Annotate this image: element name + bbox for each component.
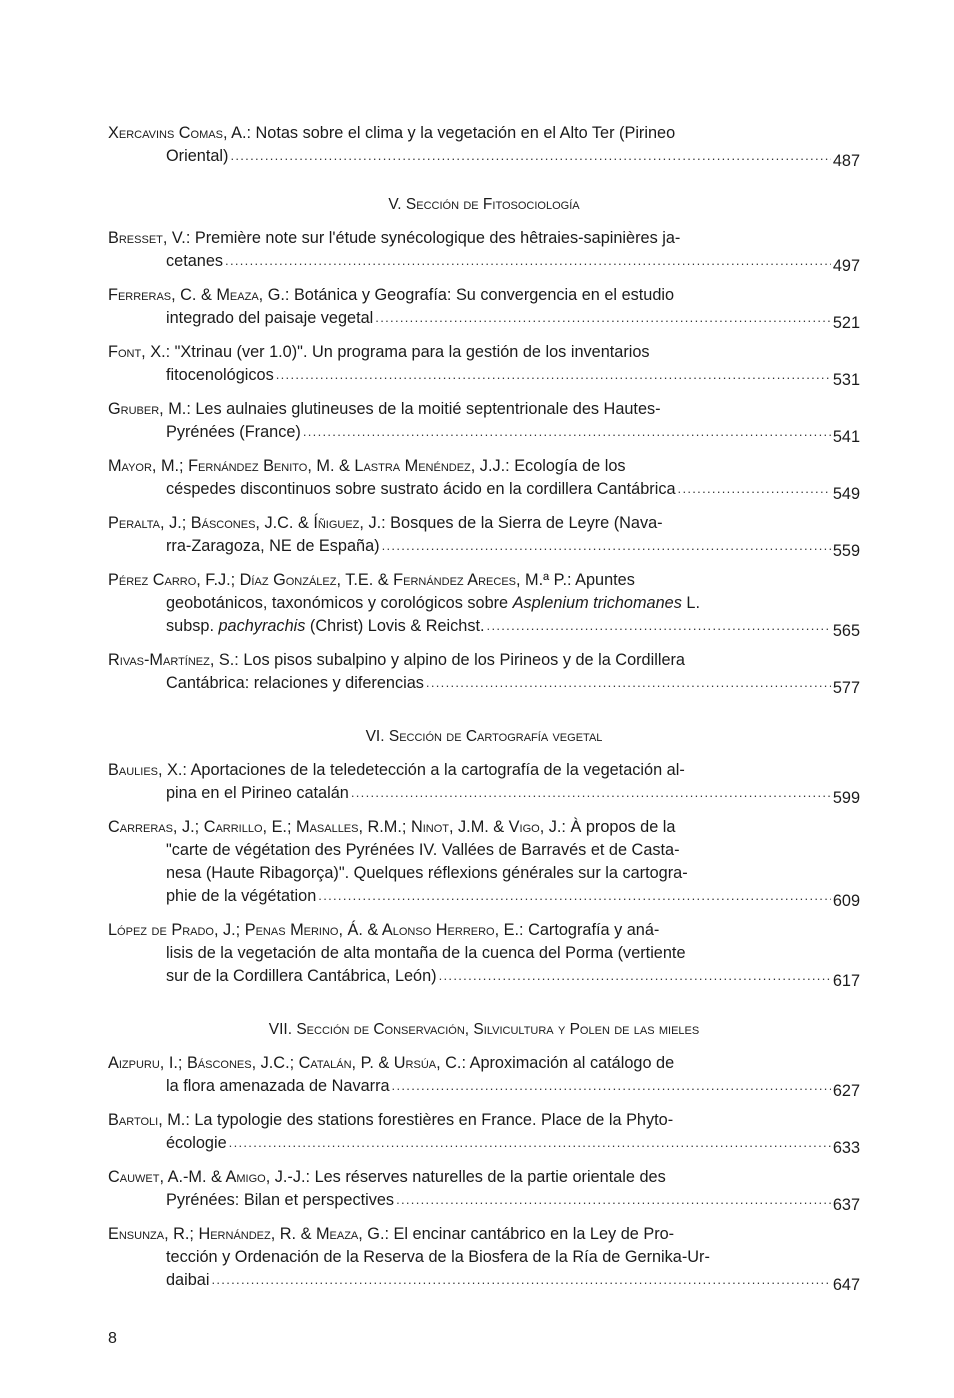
entry-title: : Ecología de los (505, 457, 626, 475)
toc-entry (108, 816, 860, 908)
toc-entry (108, 919, 860, 988)
entry-page-number: 617 (832, 972, 860, 990)
toc-entry (108, 455, 860, 501)
entry-title-italic: Asplenium trichomanes (512, 594, 682, 612)
toc-entry (108, 341, 860, 387)
entry-title-end: (Christ) Lovis & Reichst. (305, 617, 485, 635)
entry-title-end: Oriental) (166, 147, 229, 165)
leader-dots (229, 1131, 831, 1154)
entry-author: Aizpuru, I.; Báscones, J.C.; Catalán, P. & Ursúa, C. (108, 1054, 462, 1072)
entry-title: : "Xtrinau (ver 1.0)". Un programa para la gestión de los inventarios (165, 343, 650, 361)
entry-title-end: Cantábrica: relaciones y diferencias (166, 674, 424, 692)
entry-author: Gruber, M. (108, 400, 187, 418)
entry-title: : Notas sobre el clima y la vegetación en el Alto Ter (Pirineo (246, 124, 676, 142)
leader-dots (396, 1188, 831, 1211)
entry-title: : Première note sur l'étude synécologique des hêtraies-sapinières ja- (185, 229, 681, 247)
entry-title-end: cetanes (166, 252, 224, 270)
entry-title: : Apuntes (566, 571, 635, 589)
entry-title-end: fitocenológicos (166, 366, 274, 384)
entry-page-number: 531 (832, 371, 860, 389)
entry-title: : Bosques de la Sierra de Leyre (Nava- (381, 514, 663, 532)
table-of-contents (108, 122, 860, 1303)
section-heading: VII. Sección de Conservación, Silvicultura y Polen de las mieles (268, 1021, 700, 1038)
entry-title-mid-end: L. (681, 594, 700, 612)
entry-page-number: 599 (832, 789, 860, 807)
entry-title: : Les aulnaies glutineuses de la moitié septentrionale des Hautes- (186, 400, 661, 418)
leader-dots (211, 1268, 830, 1291)
page-number: 8 (108, 1330, 117, 1347)
leader-dots (392, 1074, 831, 1097)
leader-dots (318, 884, 831, 907)
toc-entry (108, 1052, 860, 1098)
leader-dots (439, 964, 831, 987)
toc-entry (108, 122, 860, 168)
entry-title-mid: "carte de végétation des Pyrénées IV. Vallées de Barravés et de Casta- (166, 841, 680, 859)
entry-page-number: 647 (832, 1276, 860, 1294)
leader-dots (487, 614, 831, 637)
entry-page-number: 633 (832, 1139, 860, 1157)
entry-title-italic: pachyrachis (218, 617, 306, 635)
entry-title: : El encinar cantábrico en la Ley de Pro- (384, 1225, 675, 1243)
entry-title-end: pina en el Pirineo catalán (166, 784, 349, 802)
entry-page-number: 541 (832, 428, 860, 446)
entry-title: : Aportaciones de la teledetección a la cartografía de la vegetación al- (182, 761, 685, 779)
entry-page-number: 627 (832, 1082, 860, 1100)
entry-page-number: 637 (832, 1196, 860, 1214)
entry-author: Pérez Carro, F.J.; Díaz González, T.E. & Fernández Areces, M.ª P. (108, 571, 567, 589)
section-heading: V. Sección de Fitosociología (388, 196, 580, 213)
entry-title-mid: lisis de la vegetación de alta montaña de la cuenca del Porma (vertiente (166, 944, 686, 962)
leader-dots (678, 477, 831, 500)
leader-dots (351, 781, 831, 804)
toc-entry (108, 398, 860, 444)
entry-author: Carreras, J.; Carrillo, E.; Masalles, R.M.; Ninot, J.M. & Vigo, J. (108, 818, 562, 836)
toc-entry (108, 759, 860, 805)
entry-title-mid: nesa (Haute Ribagorça)". Quelques réflexions générales sur la cartogra- (166, 864, 688, 882)
entry-author: Peralta, J.; Báscones, J.C. & Íñiguez, J. (108, 514, 382, 532)
entry-author: Xercavins Comas, A. (108, 124, 247, 142)
entry-title: : Cartografía y aná- (519, 921, 660, 939)
leader-dots (225, 249, 831, 272)
toc-entry (108, 1223, 860, 1292)
entry-title-end: Pyrénées: Bilan et perspectives (166, 1191, 395, 1209)
entry-title: : Aproximación al catálogo de (461, 1054, 675, 1072)
entry-author: Mayor, M.; Fernández Benito, M. & Lastra Menéndez, J.J. (108, 457, 506, 475)
entry-title-end: céspedes discontinuos sobre sustrato ácido en la cordillera Cantábrica (166, 480, 676, 498)
entry-title-end: daibai (166, 1271, 210, 1289)
entry-page-number: 497 (832, 257, 860, 275)
leader-dots (276, 363, 831, 386)
entry-author: Bresset, V. (108, 229, 186, 247)
entry-title: : À propos de la (561, 818, 676, 836)
leader-dots (382, 534, 831, 557)
toc-entry (108, 1166, 860, 1212)
toc-entry (108, 649, 860, 695)
entry-page-number: 521 (832, 314, 860, 332)
leader-dots (375, 306, 831, 329)
entry-title-end: phie de la végétation (166, 887, 317, 905)
entry-title: : Botánica y Geografía: Su convergencia en el estudio (284, 286, 675, 304)
toc-entry (108, 569, 860, 638)
entry-page-number: 549 (832, 485, 860, 503)
entry-title-mid: geobotánicos, taxonómicos y corológicos sobre (166, 594, 513, 612)
entry-title-end: subsp. (166, 617, 219, 635)
entry-author: López de Prado, J.; Penas Merino, Á. & Alonso Herrero, E. (108, 921, 520, 939)
entry-title-end: la flora amenazada de Navarra (166, 1077, 390, 1095)
entry-author: Ensunza, R.; Hernández, R. & Meaza, G. (108, 1225, 385, 1243)
entry-author: Ferreras, C. & Meaza, G. (108, 286, 285, 304)
entry-title-end: integrado del paisaje vegetal (166, 309, 374, 327)
leader-dots (426, 671, 831, 694)
section-heading: VI. Sección de Cartografía vegetal (365, 728, 603, 745)
entry-title-end: écologie (166, 1134, 227, 1152)
entry-title-end: rra-Zaragoza, NE de España) (166, 537, 380, 555)
entry-page-number: 577 (832, 679, 860, 697)
entry-page-number: 609 (832, 892, 860, 910)
toc-entry (108, 1109, 860, 1155)
leader-dots (303, 420, 831, 443)
toc-entry (108, 284, 860, 330)
entry-page-number: 487 (832, 152, 860, 170)
entry-page-number: 559 (832, 542, 860, 560)
entry-title: : Los pisos subalpino y alpino de los Pirineos y de la Cordillera (234, 651, 685, 669)
entry-author: Baulies, X. (108, 761, 183, 779)
entry-title: : Les réserves naturelles de la partie orientale des (305, 1168, 666, 1186)
toc-entry (108, 512, 860, 558)
entry-page-number: 565 (832, 622, 860, 640)
entry-author: Bartoli, M. (108, 1111, 186, 1129)
entry-title-end: Pyrénées (France) (166, 423, 301, 441)
entry-author: Rivas-Martínez, S. (108, 651, 235, 669)
entry-title: : La typologie des stations forestières en France. Place de la Phyto- (185, 1111, 674, 1129)
entry-title-mid: tección y Ordenación de la Reserva de la Biosfera de la Ría de Gernika-Ur- (166, 1248, 710, 1266)
entry-author: Cauwet, A.-M. & Amigo, J.-J. (108, 1168, 306, 1186)
entry-author: Font, X. (108, 343, 166, 361)
toc-entry (108, 227, 860, 273)
entry-title-end: sur de la Cordillera Cantábrica, León) (166, 967, 437, 985)
leader-dots (230, 144, 830, 167)
